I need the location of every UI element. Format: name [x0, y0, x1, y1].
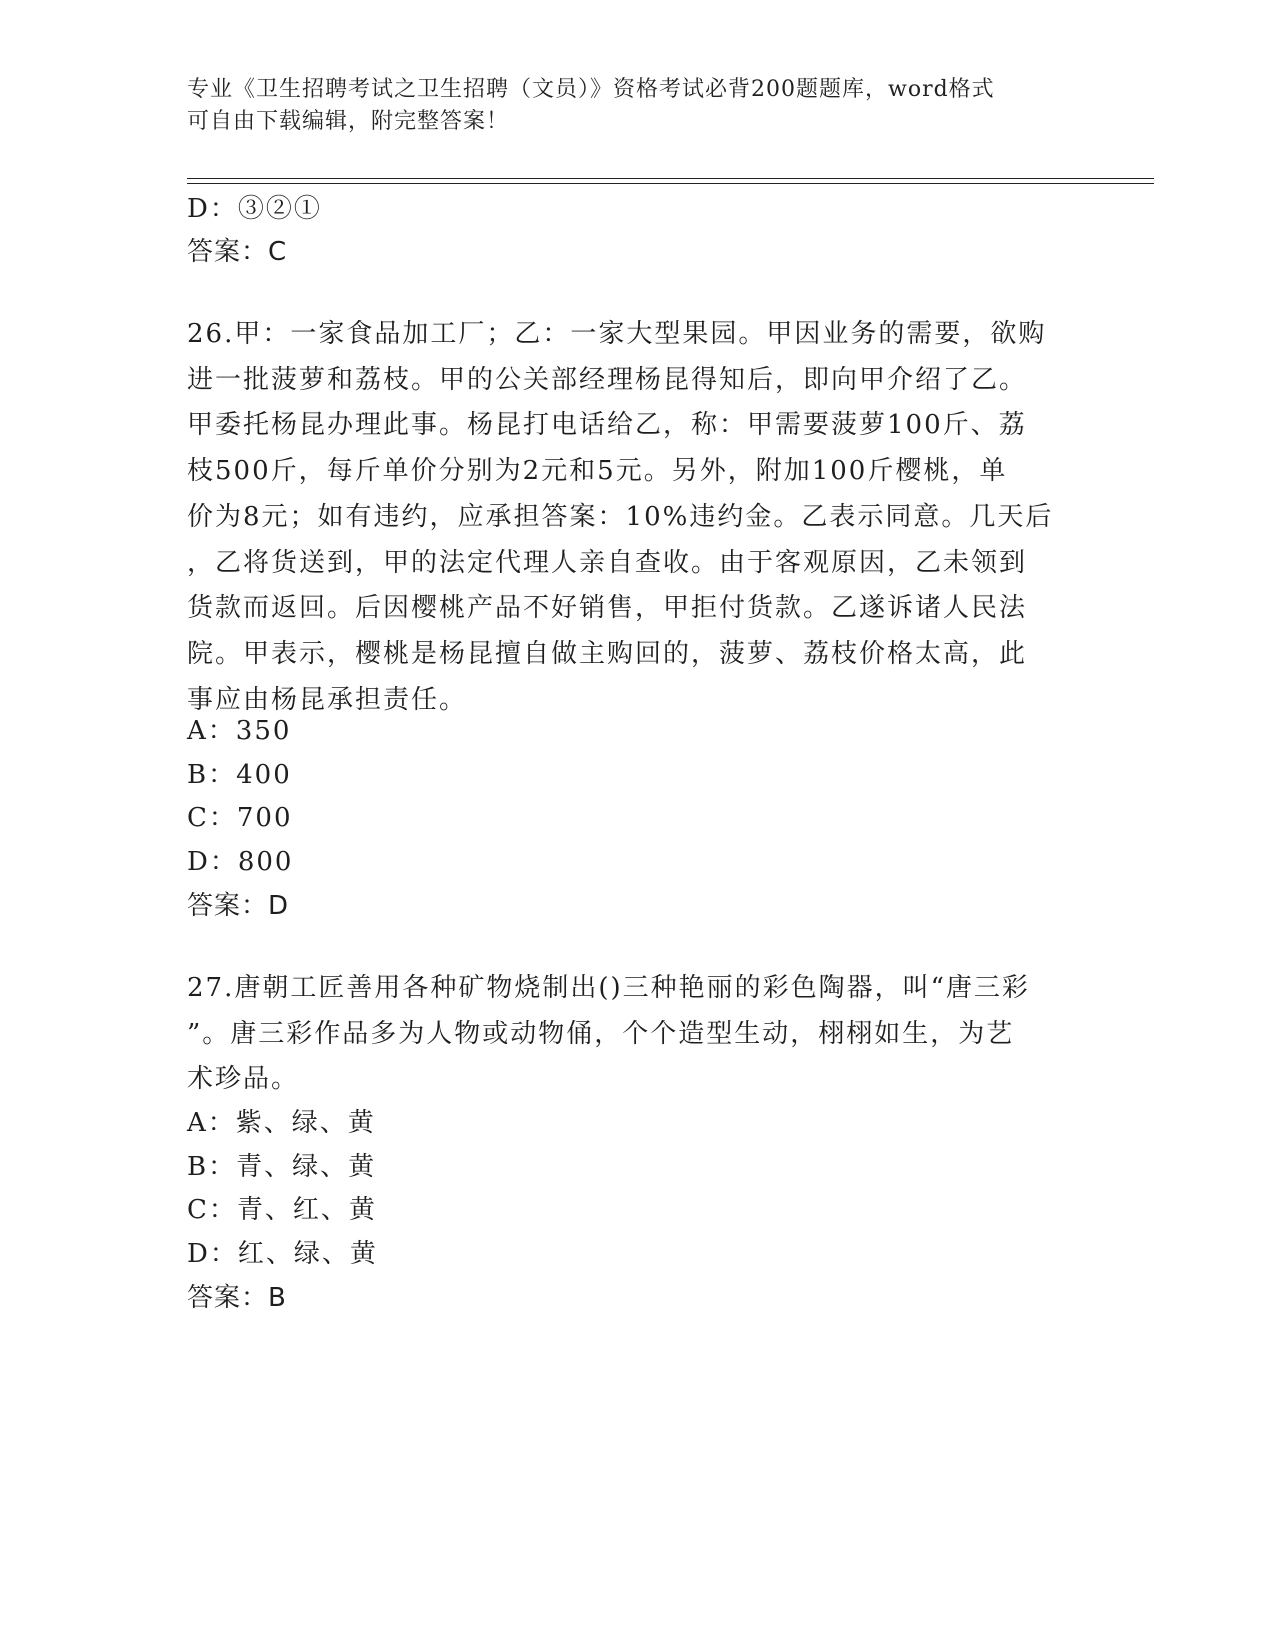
question-26-line: 事应由杨昆承担责任。 [187, 684, 468, 715]
question-27-answer: 答案：B [187, 1283, 287, 1313]
question-26-option-b: B：400 [187, 760, 292, 790]
header-divider-bottom [187, 183, 1154, 184]
question-27-option-c: C：青、红、黄 [187, 1195, 377, 1225]
question-26-answer: 答案：D [187, 891, 290, 921]
header-line-1: 专业《卫生招聘考试之卫生招聘（文员）》资格考试必背200题题库，word格式 [187, 77, 995, 102]
question-26-line: 进一批菠萝和荔枝。甲的公关部经理杨昆得知后，即向甲介绍了乙。 [187, 364, 1028, 395]
header-line-2: 可自由下载编辑，附完整答案！ [187, 109, 510, 134]
document-header [187, 74, 1067, 138]
question-26-option-d: D：800 [187, 847, 294, 877]
question-27-option-b: B：青、绿、黄 [187, 1152, 377, 1182]
question-26-option-a: A：350 [187, 716, 292, 746]
question-26-stem [187, 312, 1087, 723]
prev-answer: 答案：C [187, 237, 288, 267]
question-27-line: 术珍品。 [187, 1064, 300, 1095]
header-divider-top [187, 178, 1154, 179]
question-26-line: 院。甲表示，樱桃是杨昆擅自做主购回的，菠萝、荔枝价格太高，此 [187, 638, 1028, 669]
question-26-option-c: C：700 [187, 803, 293, 833]
question-26-line: 26.甲：一家食品加工厂；乙：一家大型果园。甲因业务的需要，欲购 [187, 319, 1047, 349]
question-26-line: 枝500斤，每斤单价分别为2元和5元。另外，附加100斤樱桃，单 [187, 456, 1008, 487]
question-27-line: 27.唐朝工匠善用各种矿物烧制出()三种艳丽的彩色陶器，叫“唐三彩 [187, 973, 1030, 1003]
prev-option-d: D：③②① [187, 194, 322, 224]
question-26-line: 价为8元；如有违约，应承担答案：10%违约金。乙表示同意。几天后 [187, 501, 1054, 532]
question-26-line: 甲委托杨昆办理此事。杨昆打电话给乙，称：甲需要菠萝100斤、荔 [187, 410, 1027, 441]
question-27-stem [187, 966, 1087, 1103]
question-27-option-a: A：紫、绿、黄 [187, 1108, 376, 1138]
question-26-line: ，乙将货送到，甲的法定代理人亲自查收。由于客观原因，乙未领到 [187, 547, 1028, 578]
question-26-line: 货款而返回。后因樱桃产品不好销售，甲拒付货款。乙遂诉诸人民法 [187, 593, 1028, 624]
question-27-line: ”。唐三彩作品多为人物或动物俑，个个造型生动，栩栩如生，为艺 [187, 1018, 1015, 1049]
question-27-option-d: D：红、绿、黄 [187, 1239, 378, 1269]
